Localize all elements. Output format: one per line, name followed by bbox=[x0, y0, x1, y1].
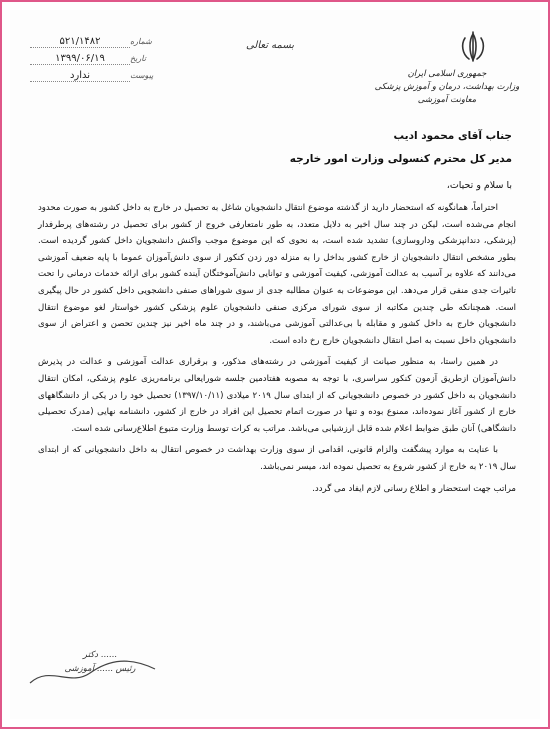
letter-date: ۱۳۹۹/۰۶/۱۹ bbox=[30, 53, 130, 65]
attachment-row bbox=[30, 70, 170, 87]
ministry-heading bbox=[372, 68, 522, 107]
signatory-title: رئیس ...... آموزشی bbox=[64, 664, 136, 674]
number-label: شماره bbox=[130, 37, 152, 46]
attachment-label: پیوست bbox=[130, 71, 154, 80]
letter-number: ۵۲۱/۱۴۸۲ bbox=[30, 36, 130, 48]
emblem-icon bbox=[456, 30, 490, 64]
ministry-line: معاونت آموزشی bbox=[417, 95, 477, 105]
number-row bbox=[30, 36, 170, 53]
signatory-name: دکتر ...... bbox=[82, 650, 117, 660]
body-paragraph: در همین راستا، به منظور صیانت از کیفیت آموزشی در رشته‌های مذکور، و برقراری عدالت آموزشی و عدالت در پذیرش دانش‌آموزان ازطریق آزمون کنکور سراسری، با توجه به مصوبه هفتادمین جلسه شورایعالی برنامه‌ریزی علوم پزشکی، امکان انتقال دانشجویان به داخل کشور در خصوص دانشجویانی که از ابتدای سال ۲۰۱۹ میلادی (۱۳۹۷/۱۰/۱۱) تحصیل خود را در یکی از دانشگاههای خارج از کشور آغاز نموده‌اند، ممنوع بوده و تنها در صورت اتمام تحصیل این افراد در خارج از کشور، دانشنامه نهایی (مدرک تحصیلی دانشگاهی) آنان طبق ضوابط اعلام شده قابل ارزشیابی می‌باشد. مراتب به کرات توسط وزارت متبوع اطلاع‌رسانی شده است. bbox=[38, 357, 517, 434]
letter-body bbox=[38, 200, 516, 502]
body-paragraph: با عنایت به موارد پیشگفت والزام قانونی، اقدامی از سوی وزارت بهداشت در خصوص انتقال به داخل دانشجویانی که از ابتدای سال ۲۰۱۹ به خارج از کشور شروع به تحصیل نموده اند، میسر نمی‌باشد. bbox=[38, 445, 516, 472]
body-paragraph: احتراماً، همانگونه که استحضار دارید از گذشته موضوع انتقال دانشجویان شاغل به تحصیل در خارج به داخل کشور به صورت محدود انجام می‌شده است، لیکن در چند سال اخیر به دلایل متعدد، به طور نامتعارفی خروج از کشور برای تحصیل در رشته‌های پرطرفدار (پزشکی، دندانپزشکی وداروسازی) تشدید شده است، به نحوی که این موضوع موجب واکنش دانشجویان داخل کشور گردیده است. بطور مشخص انتقال دانشجویان از خارج کشور بداخل را به منزله دور زدن کنکور از سوی دانش‌آموزان عموما با پایه ضعیف آموزشی می‌دانند که علاوه بر آسیب به عدالت آموزشی، کیفیت آموزشی و توانایی دانش‌آموختگان آینده کشور برای ارائه خدمات درمانی را تحت تاثیرات جدی منفی قرار می‌دهد. این موضوعات به عنوان مطالبه جدی از سوی شوراهای صنفی دانشجویی داخل کشور در حال پیگیری است. همچنانکه طی چندین مکاتبه از سوی شورای مرکزی صنفی دانشجویان علوم پزشکی کشور خواستار لغو موضوع انتقال دانشجویان خارج به داخل کشور و مقابله با بی‌عدالتی آموزشی می‌باشند، و در چند ماه اخیر نیز چندین تحصن و اعتراض از سوی دانشجویان داخل نسبت به اصل انتقال دانشجویان خارج رخ داده است. bbox=[38, 203, 516, 346]
date-row bbox=[30, 53, 170, 70]
date-label: تاریخ bbox=[130, 54, 146, 63]
ministry-line: جمهوری اسلامی ایران bbox=[407, 69, 487, 79]
addressee-title: مدیر کل محترم کنسولی وزارت امور خارجه bbox=[289, 153, 512, 165]
addressee-name: جناب آقای محمود ادیب bbox=[393, 130, 512, 142]
signature-block bbox=[40, 648, 160, 676]
basmala: بسمه تعالی bbox=[245, 40, 295, 51]
closing-line: مراتب جهت استحضار و اطلاع رسانی لازم ایفاد می گردد. bbox=[312, 483, 516, 494]
greeting: با سلام و تحیات، bbox=[446, 180, 512, 191]
letter-metadata bbox=[30, 36, 170, 87]
letter-attachment: ندارد bbox=[30, 70, 130, 82]
ministry-line: وزارت بهداشت، درمان و آموزش پزشکی bbox=[374, 82, 520, 92]
addressee-block bbox=[52, 125, 512, 171]
